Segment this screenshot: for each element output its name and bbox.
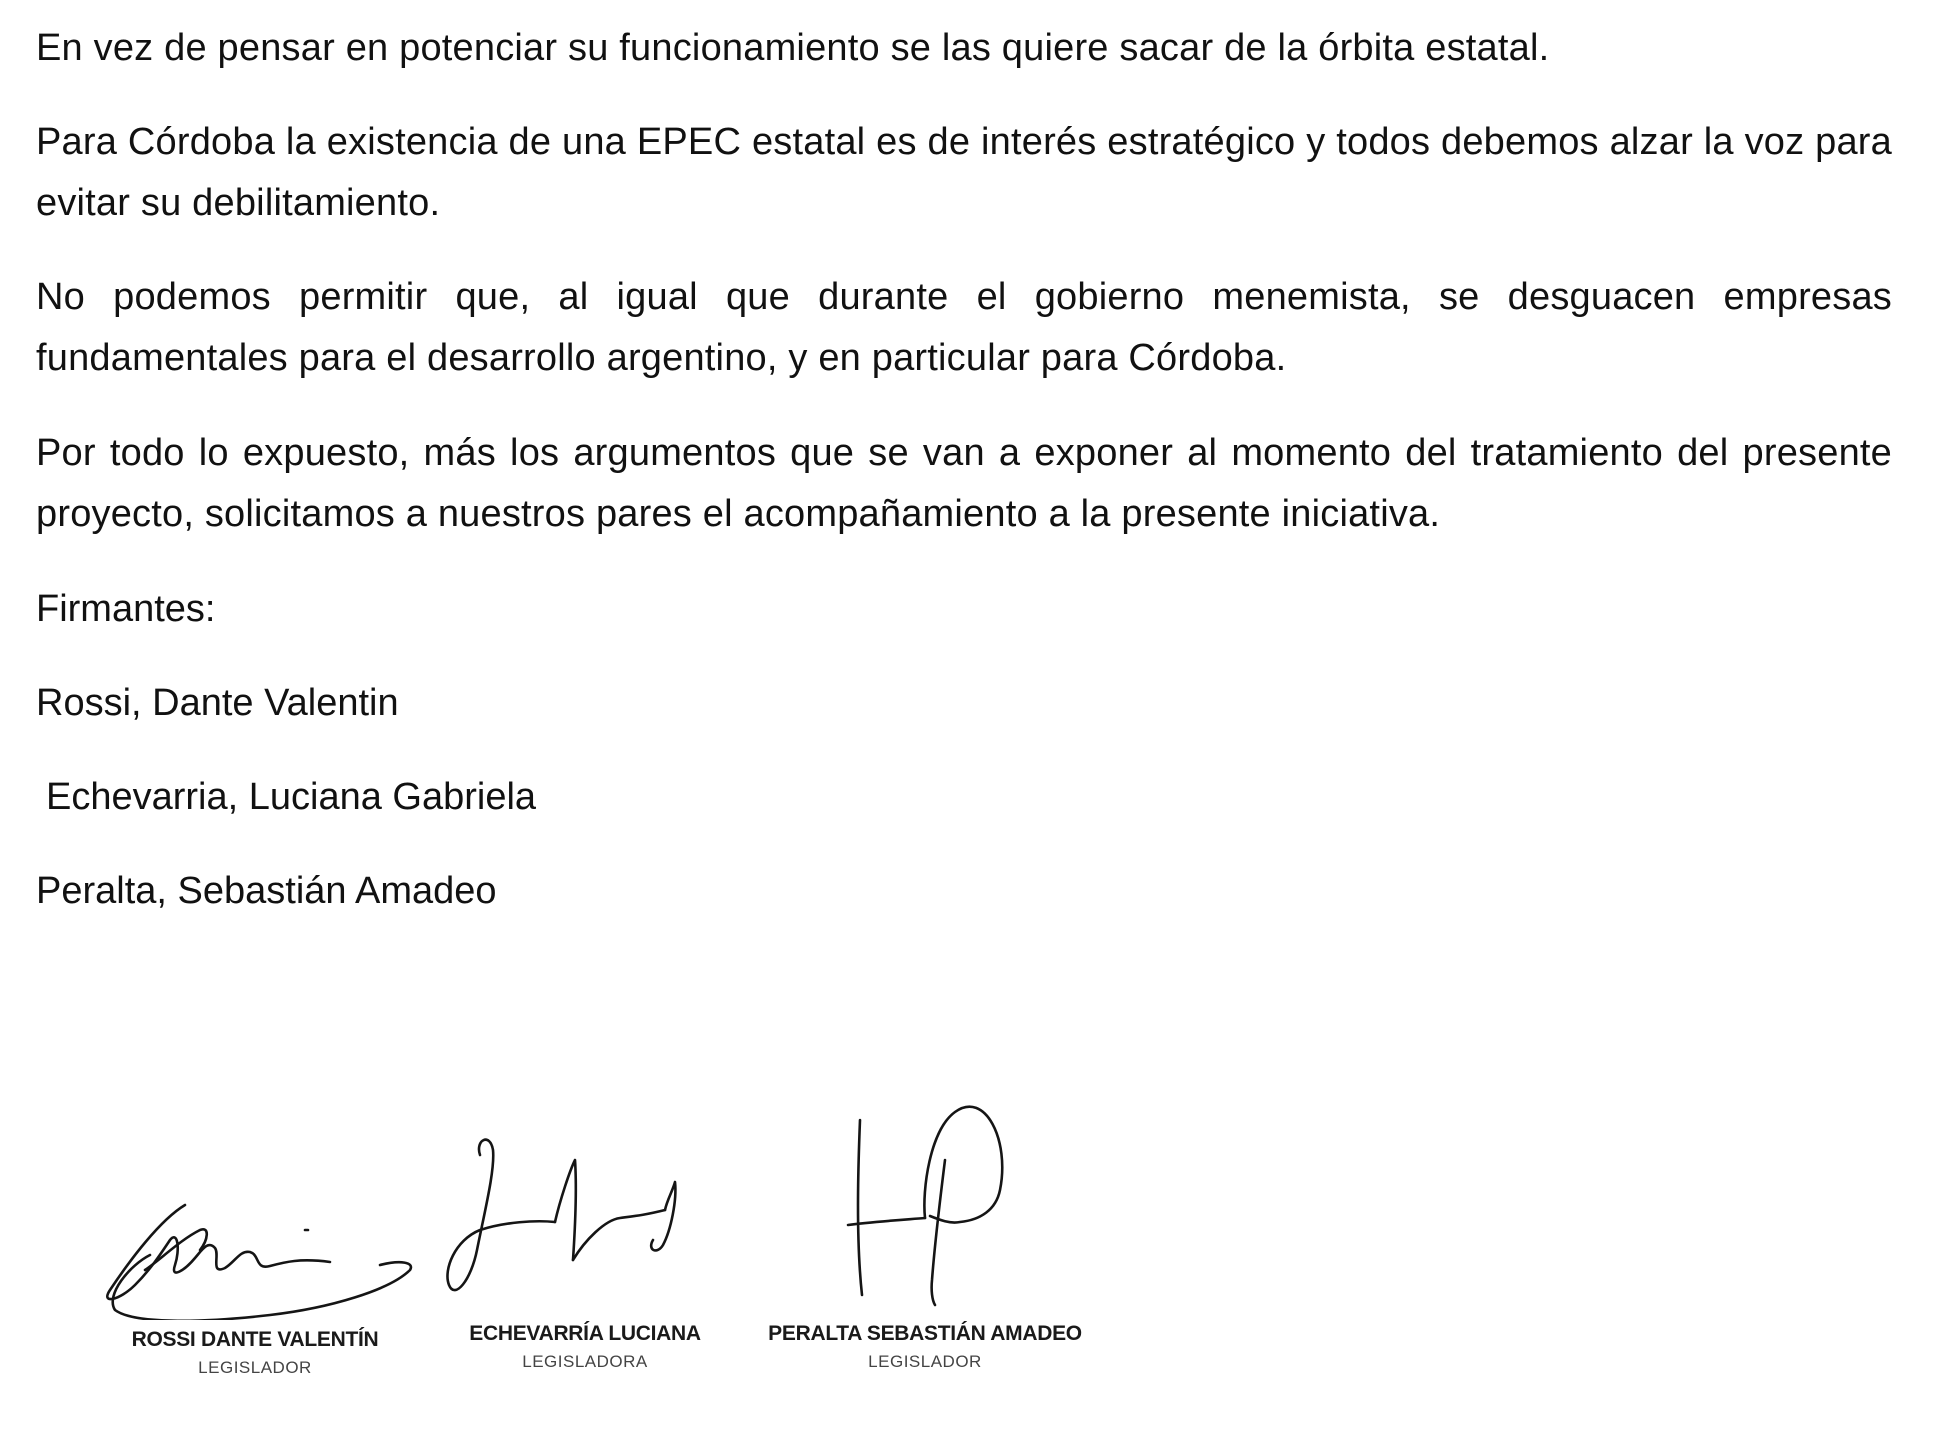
- handwritten-signature-peralta: [760, 1090, 1090, 1320]
- paragraph-1: En vez de pensar en potenciar su funcionamiento se las quiere sacar de la órbita estatal.: [36, 27, 1550, 69]
- handwritten-signature-echevarria: [435, 1090, 735, 1320]
- signature-block-rossi: [90, 1090, 420, 1410]
- signer-name-3: Peralta, Sebastián Amadeo: [36, 870, 497, 912]
- signature-block-echevarria: [435, 1090, 735, 1410]
- signer-name-2: Echevarria, Luciana Gabriela: [46, 776, 537, 818]
- paragraph-3: No podemos permitir que, al igual que durante el gobierno menemista, se desguacen empresas fundamentales para el desarrollo argentino, y en particular para Córdoba.: [36, 276, 1892, 379]
- signature-block-peralta: [760, 1090, 1090, 1410]
- signature-name-peralta: PERALTA SEBASTIÁN AMADEO: [768, 1322, 1082, 1345]
- signature-role-echevarria: LEGISLADORA: [522, 1352, 648, 1371]
- paragraph-2: Para Córdoba la existencia de una EPEC estatal es de interés estratégico y todos debemos alzar la voz para evitar su debilitamiento.: [36, 121, 1892, 224]
- signature-role-peralta: LEGISLADOR: [868, 1352, 982, 1371]
- paragraph-4: Por todo lo expuesto, más los argumentos que se van a exponer al momento del tratamiento del presente proyecto, solicitamos a nuestros pares el acompañamiento a la presente iniciativa.: [36, 432, 1892, 535]
- signer-name-1: Rossi, Dante Valentin: [36, 682, 399, 724]
- signature-name-echevarria: ECHEVARRÍA LUCIANA: [469, 1322, 701, 1345]
- signature-role-rossi: LEGISLADOR: [198, 1358, 312, 1377]
- signers-heading: Firmantes:: [36, 588, 216, 630]
- handwritten-signature-rossi: [90, 1090, 420, 1320]
- signature-name-rossi: ROSSI DANTE VALENTÍN: [131, 1328, 379, 1351]
